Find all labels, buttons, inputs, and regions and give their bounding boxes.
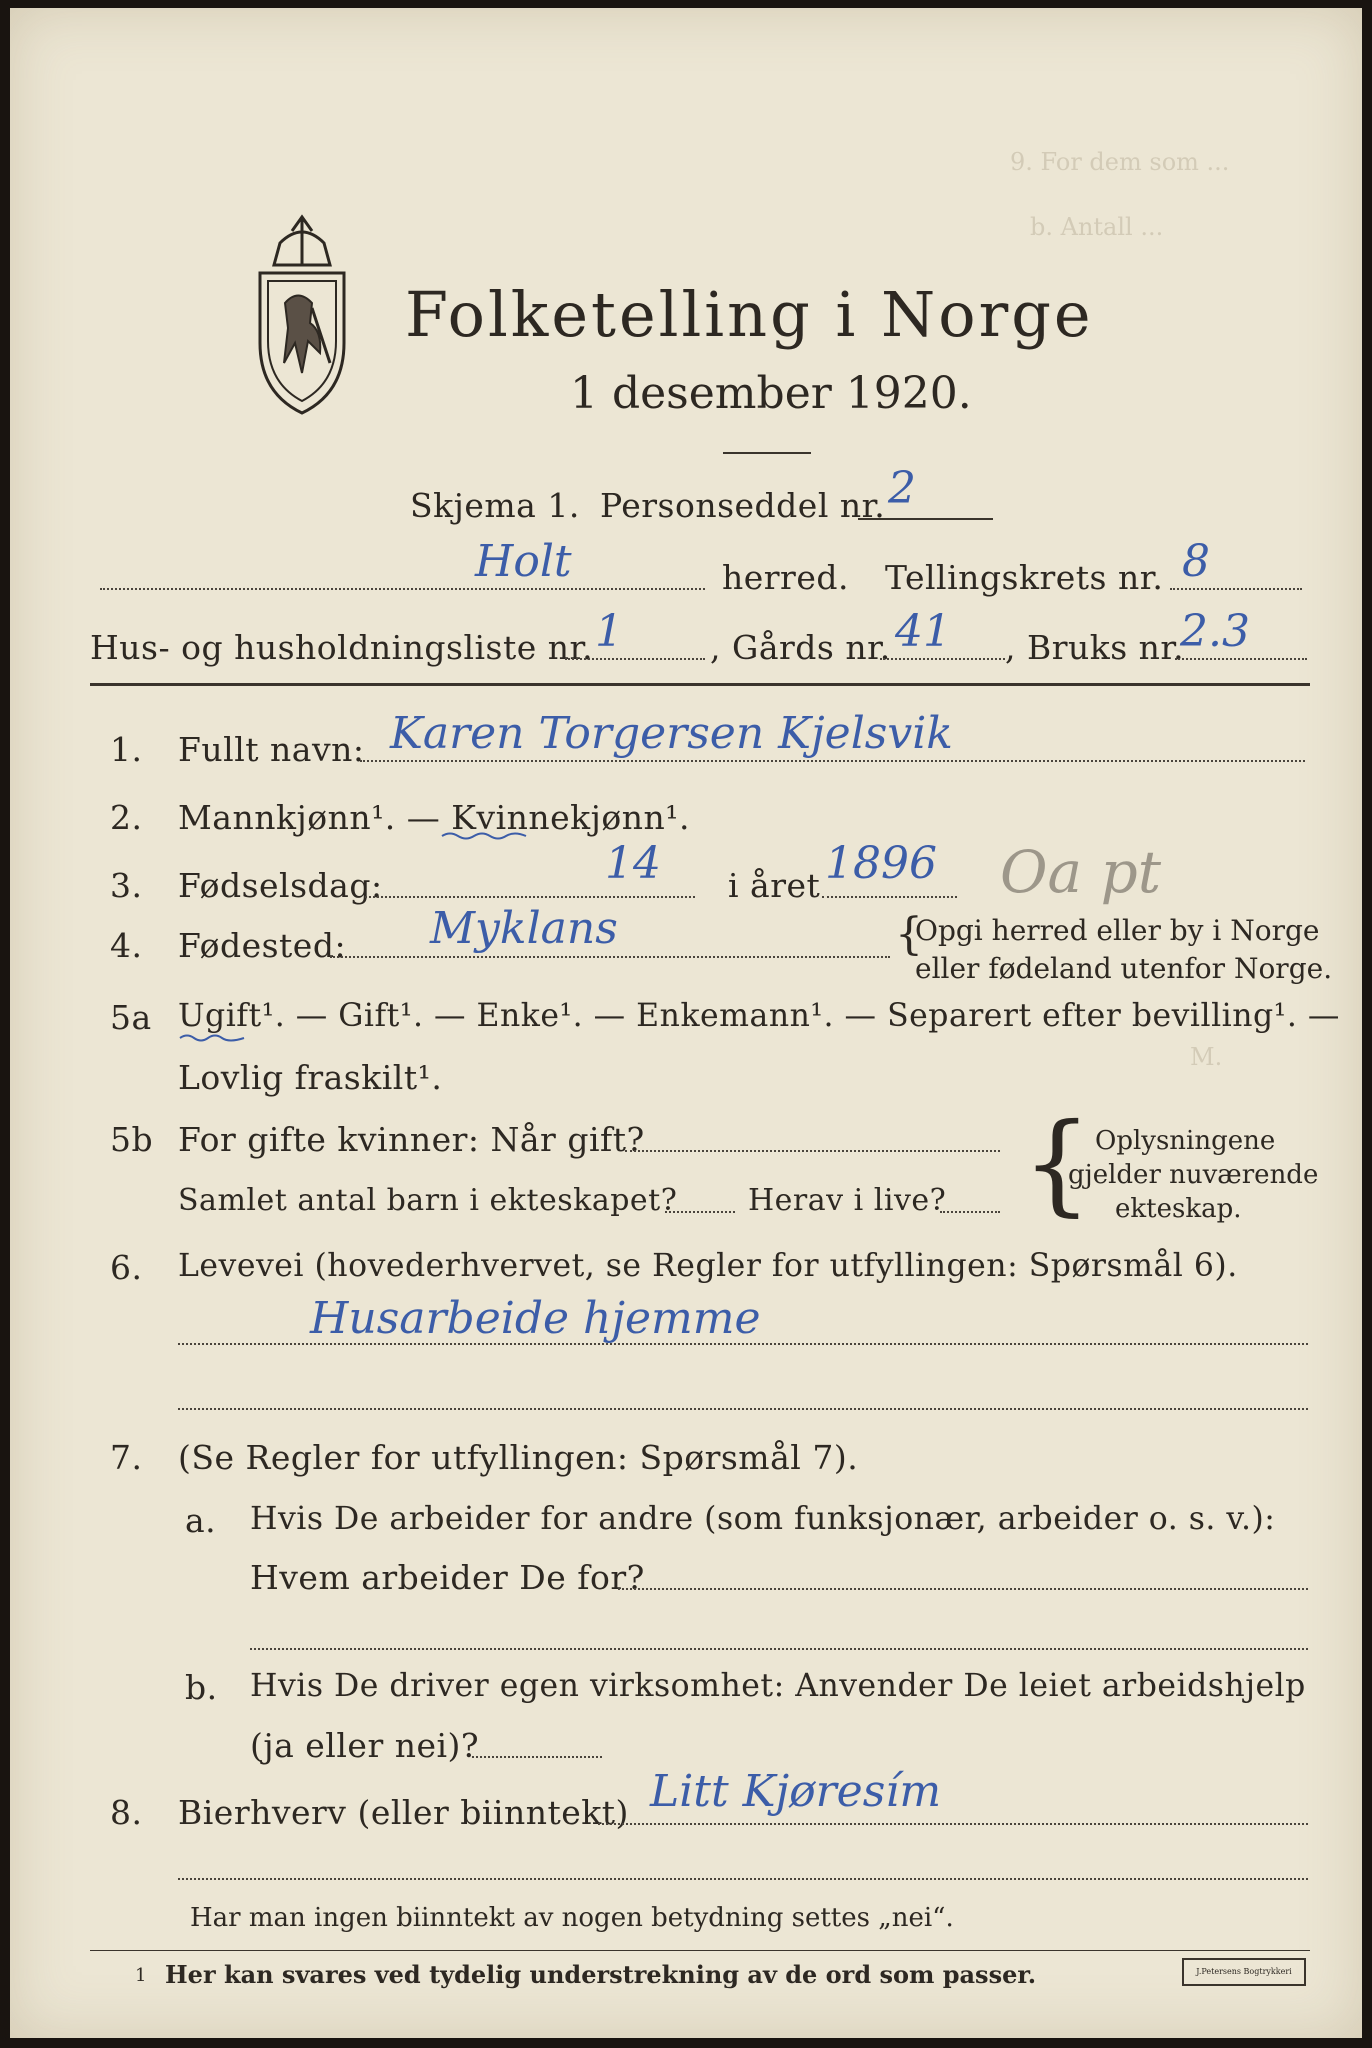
q6-line-1 <box>178 1343 1308 1345</box>
q8-line-1 <box>598 1823 1308 1825</box>
q2-number: 2. <box>110 798 143 837</box>
side-income-value[interactable]: Litt Kjøresím <box>650 1766 942 1817</box>
herred-label: herred. <box>722 558 849 597</box>
q7a-label-2: Hvem arbeider De for? <box>250 1558 645 1597</box>
q7b-line <box>472 1756 602 1758</box>
q3-label: Fødselsdag: <box>178 866 383 905</box>
form-subtitle: 1 desember 1920. <box>570 368 972 419</box>
q7b-label: Hvis De driver egen virksomhet: Anvender De leiet arbeidshjelp <box>250 1668 1306 1704</box>
footer-rule <box>90 1950 1310 1951</box>
q8-line-2 <box>178 1878 1308 1880</box>
q3-number: 3. <box>110 866 143 905</box>
q5b-note-2: gjelder nuværende <box>1068 1160 1319 1190</box>
birthplace-value[interactable]: Myklans <box>430 903 618 954</box>
q4-note-2: eller fødeland utenfor Norge. <box>915 952 1333 985</box>
q5b-alive-line <box>940 1211 1000 1213</box>
q4-bracket: { <box>895 909 923 960</box>
q1-number: 1. <box>110 730 143 769</box>
q5b-label-3: Herav i live? <box>748 1183 947 1218</box>
hus-value[interactable]: 1 <box>595 606 623 657</box>
q6-line-2 <box>178 1408 1308 1410</box>
q4-number: 4. <box>110 926 143 965</box>
q5b-married-line <box>625 1150 1000 1152</box>
bleed-through-text: 9. For dem som ... <box>1010 148 1230 176</box>
margin-note: Oa pt <box>1000 838 1162 906</box>
tellingskrets-value[interactable]: 8 <box>1182 536 1210 587</box>
header-rule <box>90 683 1310 686</box>
q3-year-label: i året <box>728 866 821 905</box>
bruks-line <box>1175 658 1307 660</box>
q4-note-1: Opgi herred eller by i Norge <box>915 914 1320 947</box>
full-name-value[interactable]: Karen Torgersen Kjelsvik <box>390 708 953 759</box>
title-divider <box>723 452 811 454</box>
form-title: Folketelling i Norge <box>405 278 1094 351</box>
q5b-label-2: Samlet antal barn i ekteskapet? <box>178 1183 678 1218</box>
tellingskrets-line <box>1170 588 1302 590</box>
herred-line <box>100 588 705 590</box>
q7-label: (Se Regler for utfyllingen: Spørsmål 7). <box>178 1438 859 1477</box>
q5a-number: 5a <box>110 998 152 1037</box>
q5b-note-1: Oplysningene <box>1095 1126 1276 1156</box>
tellingskrets-label: Tellingskrets nr. <box>885 558 1164 597</box>
printer-stamp: J.Petersens Bogtrykkeri <box>1182 1958 1306 1986</box>
q2-label: Mannkjønn¹. — Kvinnekjønn¹. <box>178 798 690 837</box>
q1-line <box>360 760 1305 762</box>
birth-year-value[interactable]: 1896 <box>825 838 937 889</box>
q6-label: Levevei (hovederhvervet, se Regler for utfyllingen: Spørsmål 6). <box>178 1248 1238 1284</box>
birthday-value[interactable]: 14 <box>605 838 661 889</box>
q7-number: 7. <box>110 1438 143 1477</box>
q1-label: Fullt navn: <box>178 730 365 769</box>
q4-label: Fødested: <box>178 926 347 965</box>
q5b-note-3: ekteskap. <box>1115 1194 1242 1224</box>
ugift-underline-mark <box>178 1032 248 1042</box>
q7a-label: Hvis De arbeider for andre (som funksjonær, arbeider o. s. v.): <box>250 1501 1276 1537</box>
hus-label: Hus- og husholdningsliste nr. <box>90 628 594 667</box>
footnote-mark: 1 <box>135 1965 147 1986</box>
q5a-label-2: Lovlig fraskilt¹. <box>178 1058 443 1097</box>
bruks-value[interactable]: 2.3 <box>1180 606 1250 657</box>
q4-line <box>330 956 890 958</box>
footnote: Her kan svares ved tydelig understrekning av de ord som passer. <box>165 1960 1037 1989</box>
personseddel-line <box>858 518 993 520</box>
bleed-through-text: M. <box>1190 1043 1223 1071</box>
kvinnekjonn-underline-mark <box>440 830 530 840</box>
q7b-label-2: (ja eller nei)? <box>250 1726 480 1765</box>
occupation-value[interactable]: Husarbeide hjemme <box>310 1293 761 1344</box>
q3-day-line <box>365 896 695 898</box>
census-form-page <box>10 8 1362 2038</box>
q7a-line-1 <box>618 1588 1308 1590</box>
gards-line <box>880 658 1005 660</box>
hus-line <box>565 658 705 660</box>
q8-number: 8. <box>110 1793 143 1832</box>
skjema-label: Skjema 1. <box>410 486 580 525</box>
q5b-label: For gifte kvinner: Når gift? <box>178 1120 645 1159</box>
q5a-label: Ugift¹. — Gift¹. — Enke¹. — Enkemann¹. — Separert efter bevilling¹. — <box>178 998 1340 1034</box>
bruks-label: , Bruks nr. <box>1005 628 1185 667</box>
herred-value[interactable]: Holt <box>475 536 572 587</box>
q6-number: 6. <box>110 1248 143 1287</box>
q7a-number: a. <box>185 1501 217 1540</box>
personseddel-label: Personseddel nr. <box>600 486 886 525</box>
q3-year-line <box>822 896 957 898</box>
q5b-number: 5b <box>110 1120 154 1159</box>
q8-label: Bierhverv (eller biinntekt) <box>178 1793 629 1832</box>
norwegian-coat-of-arms-icon <box>250 213 355 418</box>
q5b-children-line <box>665 1211 735 1213</box>
q5b-bracket: { <box>1022 1099 1092 1227</box>
q7a-line-2 <box>250 1648 1308 1650</box>
footer-note: Har man ingen biinntekt av nogen betydning settes „nei“. <box>190 1903 954 1933</box>
gards-label: , Gårds nr. <box>710 628 891 667</box>
gards-value[interactable]: 41 <box>895 606 951 657</box>
q7b-number: b. <box>185 1668 218 1707</box>
personseddel-value[interactable]: 2 <box>888 463 916 514</box>
bleed-through-text: b. Antall ... <box>1030 213 1164 241</box>
